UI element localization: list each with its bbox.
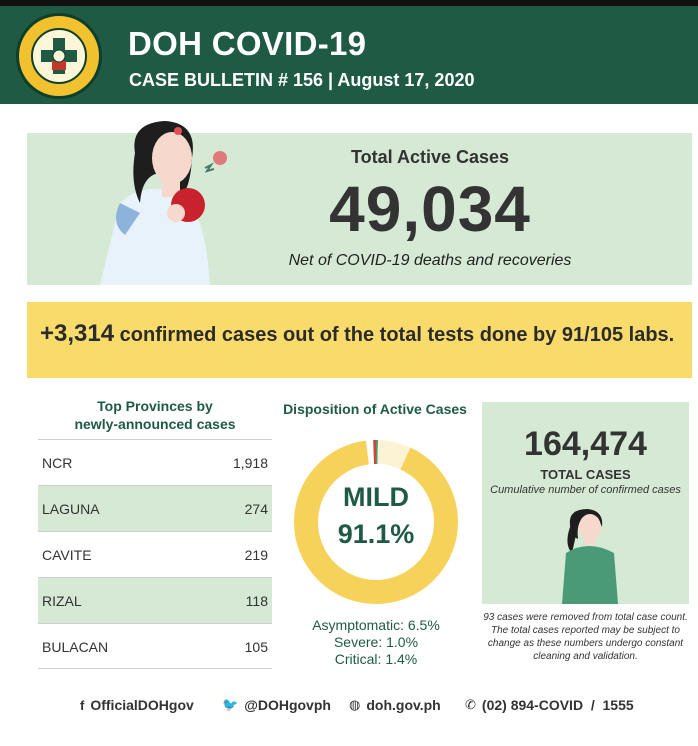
table-row xyxy=(38,439,272,485)
facebook-handle: OfficialDOHgov xyxy=(90,697,194,713)
website-link[interactable] xyxy=(349,697,441,713)
confirmed-cases-number: +3,314 xyxy=(40,320,115,347)
facebook-icon: f xyxy=(80,697,85,713)
province-name: RIZAL xyxy=(42,593,82,609)
twitter-link[interactable] xyxy=(222,697,331,713)
table-row xyxy=(38,531,272,577)
province-value: 105 xyxy=(244,639,268,655)
province-value: 219 xyxy=(244,547,268,563)
active-cases-note: Net of COVID-19 deaths and recoveries xyxy=(288,252,572,269)
woman-illustration xyxy=(548,505,628,604)
province-value: 274 xyxy=(244,501,268,517)
province-name: BULACAN xyxy=(42,639,109,655)
table-row xyxy=(38,577,272,623)
total-cases-note: 93 cases were removed from total case count. The total cases reported may be subject to change as these numbers undergo constant cleaning and validation. xyxy=(483,612,688,662)
phone-icon: ✆ xyxy=(465,697,476,712)
provinces-heading xyxy=(40,397,270,433)
phone-link[interactable] xyxy=(465,697,634,713)
disposition-heading: Disposition of Active Cases xyxy=(283,401,467,417)
active-cases-label: Total Active Cases xyxy=(350,147,510,167)
provinces-heading-line1: Top Provinces by xyxy=(97,398,213,414)
legend-severe: Severe: 1.0% xyxy=(333,634,419,650)
province-value: 118 xyxy=(245,593,268,609)
donut-main-percent: 91.1% xyxy=(337,519,415,549)
twitter-icon: 🐦 xyxy=(222,697,239,712)
doh-seal-icon xyxy=(16,13,102,99)
table-row xyxy=(38,485,272,531)
globe-icon: ◍ xyxy=(349,697,361,712)
confirmed-cases-text xyxy=(40,320,690,348)
active-cases-value: 49,034 xyxy=(329,173,531,245)
disposition-legend xyxy=(290,617,462,668)
legend-asymptomatic: Asymptomatic: 6.5% xyxy=(312,617,440,633)
phone-number: (02) 894-COVID / 1555 xyxy=(481,697,634,713)
province-value: 1,918 xyxy=(232,455,268,471)
total-cases-value: 164,474 xyxy=(524,425,647,463)
twitter-handle: @DOHgovph xyxy=(244,697,331,713)
confirmed-cases-description: confirmed cases out of the total tests done by 91/105 labs. xyxy=(114,324,675,346)
province-name: CAVITE xyxy=(42,547,92,563)
table-row xyxy=(38,623,272,669)
provinces-heading-line2: newly-announced cases xyxy=(74,416,236,432)
header-banner xyxy=(0,6,698,104)
sick-woman-illustration xyxy=(80,113,230,285)
province-name: LAGUNA xyxy=(42,501,100,517)
website-url: doh.gov.ph xyxy=(366,697,441,713)
provinces-table xyxy=(38,439,272,669)
bulletin-subtitle: CASE BULLETIN # 156 | August 17, 2020 xyxy=(129,70,475,90)
total-cases-label: TOTAL CASES xyxy=(540,467,631,482)
page-title: DOH COVID-19 xyxy=(128,25,367,62)
facebook-link[interactable] xyxy=(80,697,194,713)
legend-critical: Critical: 1.4% xyxy=(334,651,418,667)
total-cases-subtitle: Cumulative number of confirmed cases xyxy=(490,484,681,496)
province-name: NCR xyxy=(42,455,73,471)
donut-main-label: MILD xyxy=(343,482,409,512)
